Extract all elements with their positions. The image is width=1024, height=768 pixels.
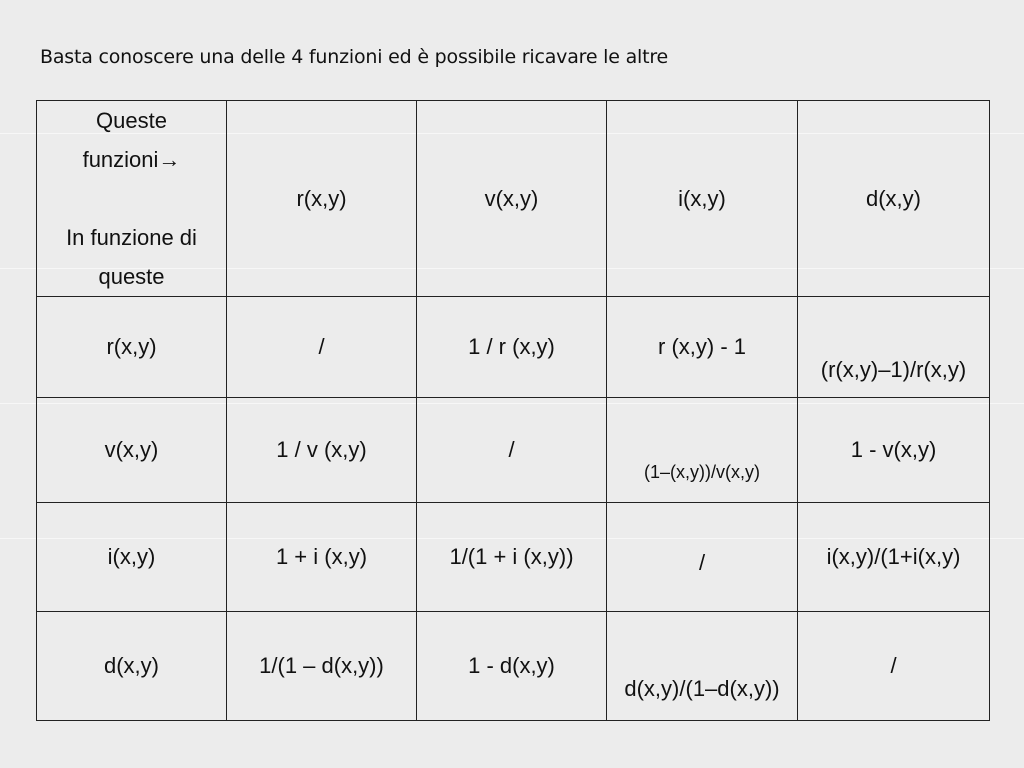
column-header-v: v(x,y): [417, 101, 607, 297]
table-row-v: [37, 398, 990, 503]
table-cell: 1 - d(x,y): [417, 612, 607, 721]
row-header-d: d(x,y): [37, 612, 227, 721]
corner-line-1: Queste: [96, 108, 167, 133]
corner-line-2: funzioni→: [82, 147, 181, 172]
table-cell: (r(x,y)–1)/r(x,y): [798, 297, 990, 398]
table-cell: /: [607, 503, 798, 612]
table-row-i: [37, 503, 990, 612]
table-cell: i(x,y)/(1+i(x,y): [798, 503, 990, 612]
table-cell: r (x,y) - 1: [607, 297, 798, 398]
corner-header-cell: [37, 101, 227, 297]
conversion-table: [36, 100, 990, 721]
slide-title: Basta conoscere una delle 4 funzioni ed è possibile ricavare le altre: [40, 46, 669, 68]
table-cell: 1/(1 – d(x,y)): [227, 612, 417, 721]
table-cell: /: [417, 398, 607, 503]
table-row-d: [37, 612, 990, 721]
row-header-i: i(x,y): [37, 503, 227, 612]
corner-line-4: queste: [98, 264, 165, 289]
table-cell: 1 + i (x,y): [227, 503, 417, 612]
corner-line-3: In funzione di: [66, 225, 197, 250]
table-cell: 1 / v (x,y): [227, 398, 417, 503]
column-header-i: i(x,y): [607, 101, 798, 297]
table-cell: 1/(1 + i (x,y)): [417, 503, 607, 612]
column-header-r: r(x,y): [227, 101, 417, 297]
column-header-d: d(x,y): [798, 101, 990, 297]
table-cell: d(x,y)/(1–d(x,y)): [607, 612, 798, 721]
table-cell: 1 - v(x,y): [798, 398, 990, 503]
row-header-r: r(x,y): [37, 297, 227, 398]
header-row: [37, 101, 990, 297]
corner-spacer: [39, 179, 224, 218]
table-cell: (1–(x,y))/v(x,y): [607, 398, 798, 503]
row-header-v: v(x,y): [37, 398, 227, 503]
table-cell: /: [798, 612, 990, 721]
table-row-r: [37, 297, 990, 398]
table-cell: 1 / r (x,y): [417, 297, 607, 398]
table-cell: /: [227, 297, 417, 398]
